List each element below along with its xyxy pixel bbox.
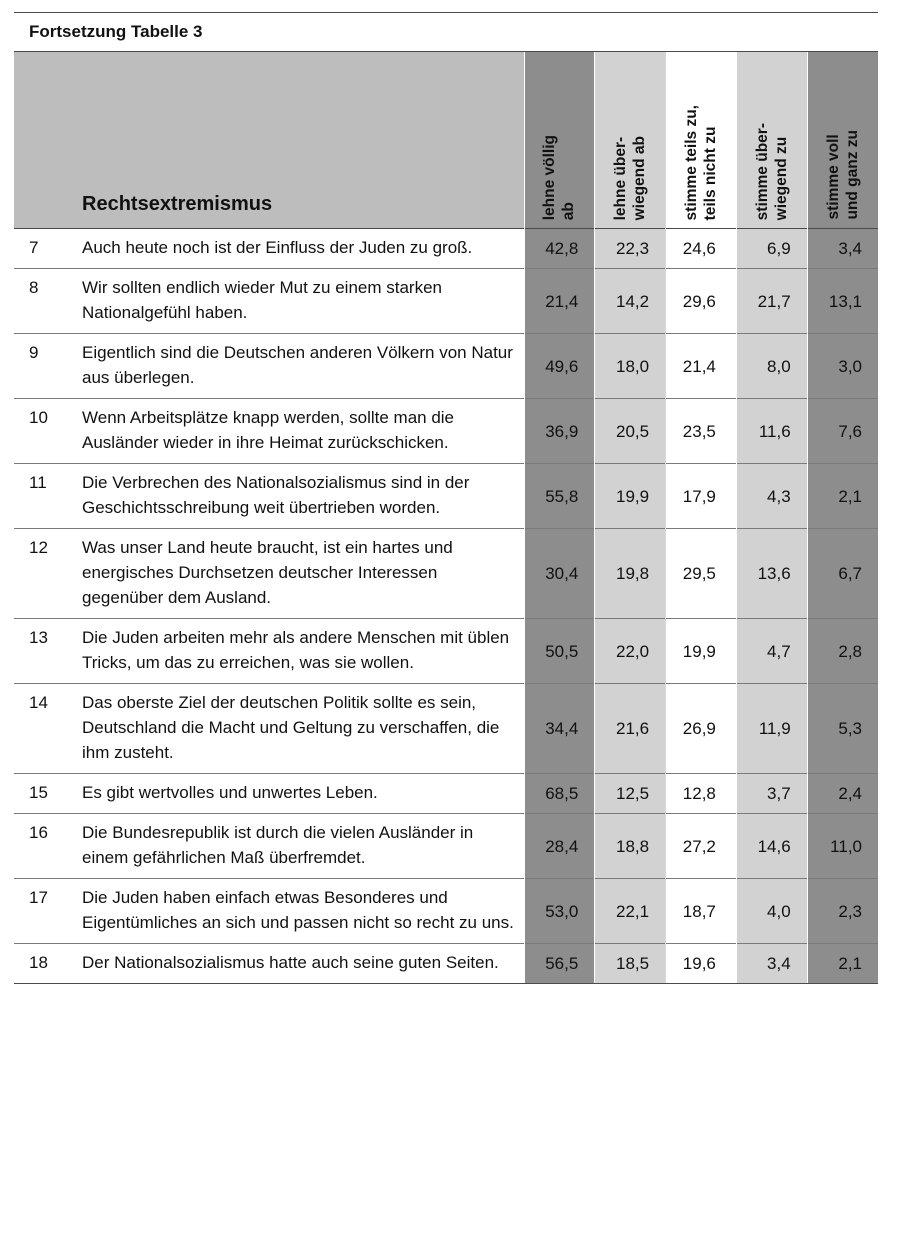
table-row: [14, 529, 878, 619]
value-cell: 11,9: [736, 684, 807, 774]
value-cell: 8,0: [736, 334, 807, 399]
row-number: 14: [14, 684, 66, 774]
value-cell: 2,4: [807, 774, 878, 814]
value-cell: 68,5: [524, 774, 595, 814]
survey-table: [14, 52, 878, 984]
value-cell: 3,7: [736, 774, 807, 814]
table-row: [14, 334, 878, 399]
row-number: 10: [14, 399, 66, 464]
value-cell: 23,5: [666, 399, 737, 464]
value-cell: 7,6: [807, 399, 878, 464]
row-number: 17: [14, 879, 66, 944]
statement-text: Es gibt wertvolles und unwertes Leben.: [66, 774, 524, 814]
value-cell: 56,5: [524, 944, 595, 984]
table-row: [14, 399, 878, 464]
row-number: 13: [14, 619, 66, 684]
value-cell: 18,5: [595, 944, 666, 984]
header-row: [14, 52, 878, 229]
value-cell: 6,9: [736, 229, 807, 269]
table-caption: Fortsetzung Tabelle 3: [14, 13, 878, 52]
value-cell: 27,2: [666, 814, 737, 879]
statement-text: Die Bundesrepublik ist durch die vielen Ausländer in einem gefährlichen Maß überfremdet.: [66, 814, 524, 879]
column-header: [666, 52, 737, 229]
value-cell: 19,8: [595, 529, 666, 619]
value-cell: 19,9: [595, 464, 666, 529]
value-cell: 4,7: [736, 619, 807, 684]
statement-text: Was unser Land heute braucht, ist ein hartes und energisches Durchsetzen deutscher Interessen gegenüber dem Ausland.: [66, 529, 524, 619]
statement-text: Das oberste Ziel der deutschen Politik sollte es sein, Deutschland die Macht und Geltung zu verschaffen, die ihm zusteht.: [66, 684, 524, 774]
table-row: [14, 464, 878, 529]
value-cell: 2,3: [807, 879, 878, 944]
value-cell: 14,6: [736, 814, 807, 879]
value-cell: 22,1: [595, 879, 666, 944]
value-cell: 3,0: [807, 334, 878, 399]
value-cell: 12,5: [595, 774, 666, 814]
value-cell: 21,6: [595, 684, 666, 774]
row-number: 9: [14, 334, 66, 399]
value-cell: 22,3: [595, 229, 666, 269]
table-row: [14, 229, 878, 269]
row-number: 11: [14, 464, 66, 529]
value-cell: 6,7: [807, 529, 878, 619]
value-cell: 3,4: [736, 944, 807, 984]
value-cell: 19,9: [666, 619, 737, 684]
table-row: [14, 269, 878, 334]
column-header-label: stimme voll und ganz zu: [824, 130, 861, 220]
value-cell: 36,9: [524, 399, 595, 464]
statement-text: Wir sollten endlich wieder Mut zu einem starken Nationalgefühl haben.: [66, 269, 524, 334]
column-header: [524, 52, 595, 229]
value-cell: 13,6: [736, 529, 807, 619]
value-cell: 22,0: [595, 619, 666, 684]
value-cell: 21,4: [524, 269, 595, 334]
value-cell: 18,0: [595, 334, 666, 399]
column-header-label: stimme teils zu, teils nicht zu: [682, 104, 719, 220]
table-row: [14, 774, 878, 814]
value-cell: 34,4: [524, 684, 595, 774]
value-cell: 3,4: [807, 229, 878, 269]
column-header-label: stimme über- wiegend zu: [753, 122, 790, 220]
statement-text: Die Verbrechen des Nationalsozialismus sind in der Geschichtsschreibung weit übertrieben worden.: [66, 464, 524, 529]
table-row: [14, 814, 878, 879]
value-cell: 30,4: [524, 529, 595, 619]
value-cell: 19,6: [666, 944, 737, 984]
value-cell: 11,6: [736, 399, 807, 464]
value-cell: 2,1: [807, 464, 878, 529]
value-cell: 21,4: [666, 334, 737, 399]
table-row: [14, 879, 878, 944]
topic-header: [14, 52, 524, 229]
statement-text: Wenn Arbeitsplätze knapp werden, sollte man die Ausländer wieder in ihre Heimat zurückschicken.: [66, 399, 524, 464]
value-cell: 42,8: [524, 229, 595, 269]
value-cell: 12,8: [666, 774, 737, 814]
value-cell: 2,1: [807, 944, 878, 984]
column-header: [595, 52, 666, 229]
statement-text: Die Juden arbeiten mehr als andere Menschen mit üblen Tricks, um das zu erreichen, was sie wollen.: [66, 619, 524, 684]
table-row: [14, 944, 878, 984]
value-cell: 13,1: [807, 269, 878, 334]
table-page: [14, 12, 878, 984]
value-cell: 18,8: [595, 814, 666, 879]
column-header: [736, 52, 807, 229]
statement-text: Auch heute noch ist der Einfluss der Juden zu groß.: [66, 229, 524, 269]
value-cell: 18,7: [666, 879, 737, 944]
column-header: [807, 52, 878, 229]
table-row: [14, 619, 878, 684]
row-number: 8: [14, 269, 66, 334]
statement-text: Eigentlich sind die Deutschen anderen Völkern von Natur aus überlegen.: [66, 334, 524, 399]
value-cell: 11,0: [807, 814, 878, 879]
value-cell: 28,4: [524, 814, 595, 879]
column-header-label: lehne völlig ab: [541, 134, 578, 220]
value-cell: 4,3: [736, 464, 807, 529]
row-number: 18: [14, 944, 66, 984]
value-cell: 53,0: [524, 879, 595, 944]
value-cell: 55,8: [524, 464, 595, 529]
column-header-label: lehne über- wiegend ab: [612, 135, 649, 220]
statement-text: Die Juden haben einfach etwas Besonderes und Eigentümliches an sich und passen nicht so recht zu uns.: [66, 879, 524, 944]
topic-title: Rechtsextremismus: [82, 193, 273, 215]
value-cell: 24,6: [666, 229, 737, 269]
value-cell: 29,5: [666, 529, 737, 619]
row-number: 12: [14, 529, 66, 619]
row-number: 7: [14, 229, 66, 269]
value-cell: 49,6: [524, 334, 595, 399]
value-cell: 5,3: [807, 684, 878, 774]
value-cell: 2,8: [807, 619, 878, 684]
statement-text: Der Nationalsozialismus hatte auch seine guten Seiten.: [66, 944, 524, 984]
value-cell: 20,5: [595, 399, 666, 464]
value-cell: 50,5: [524, 619, 595, 684]
value-cell: 29,6: [666, 269, 737, 334]
value-cell: 17,9: [666, 464, 737, 529]
value-cell: 4,0: [736, 879, 807, 944]
value-cell: 14,2: [595, 269, 666, 334]
value-cell: 21,7: [736, 269, 807, 334]
row-number: 15: [14, 774, 66, 814]
table-row: [14, 684, 878, 774]
value-cell: 26,9: [666, 684, 737, 774]
row-number: 16: [14, 814, 66, 879]
